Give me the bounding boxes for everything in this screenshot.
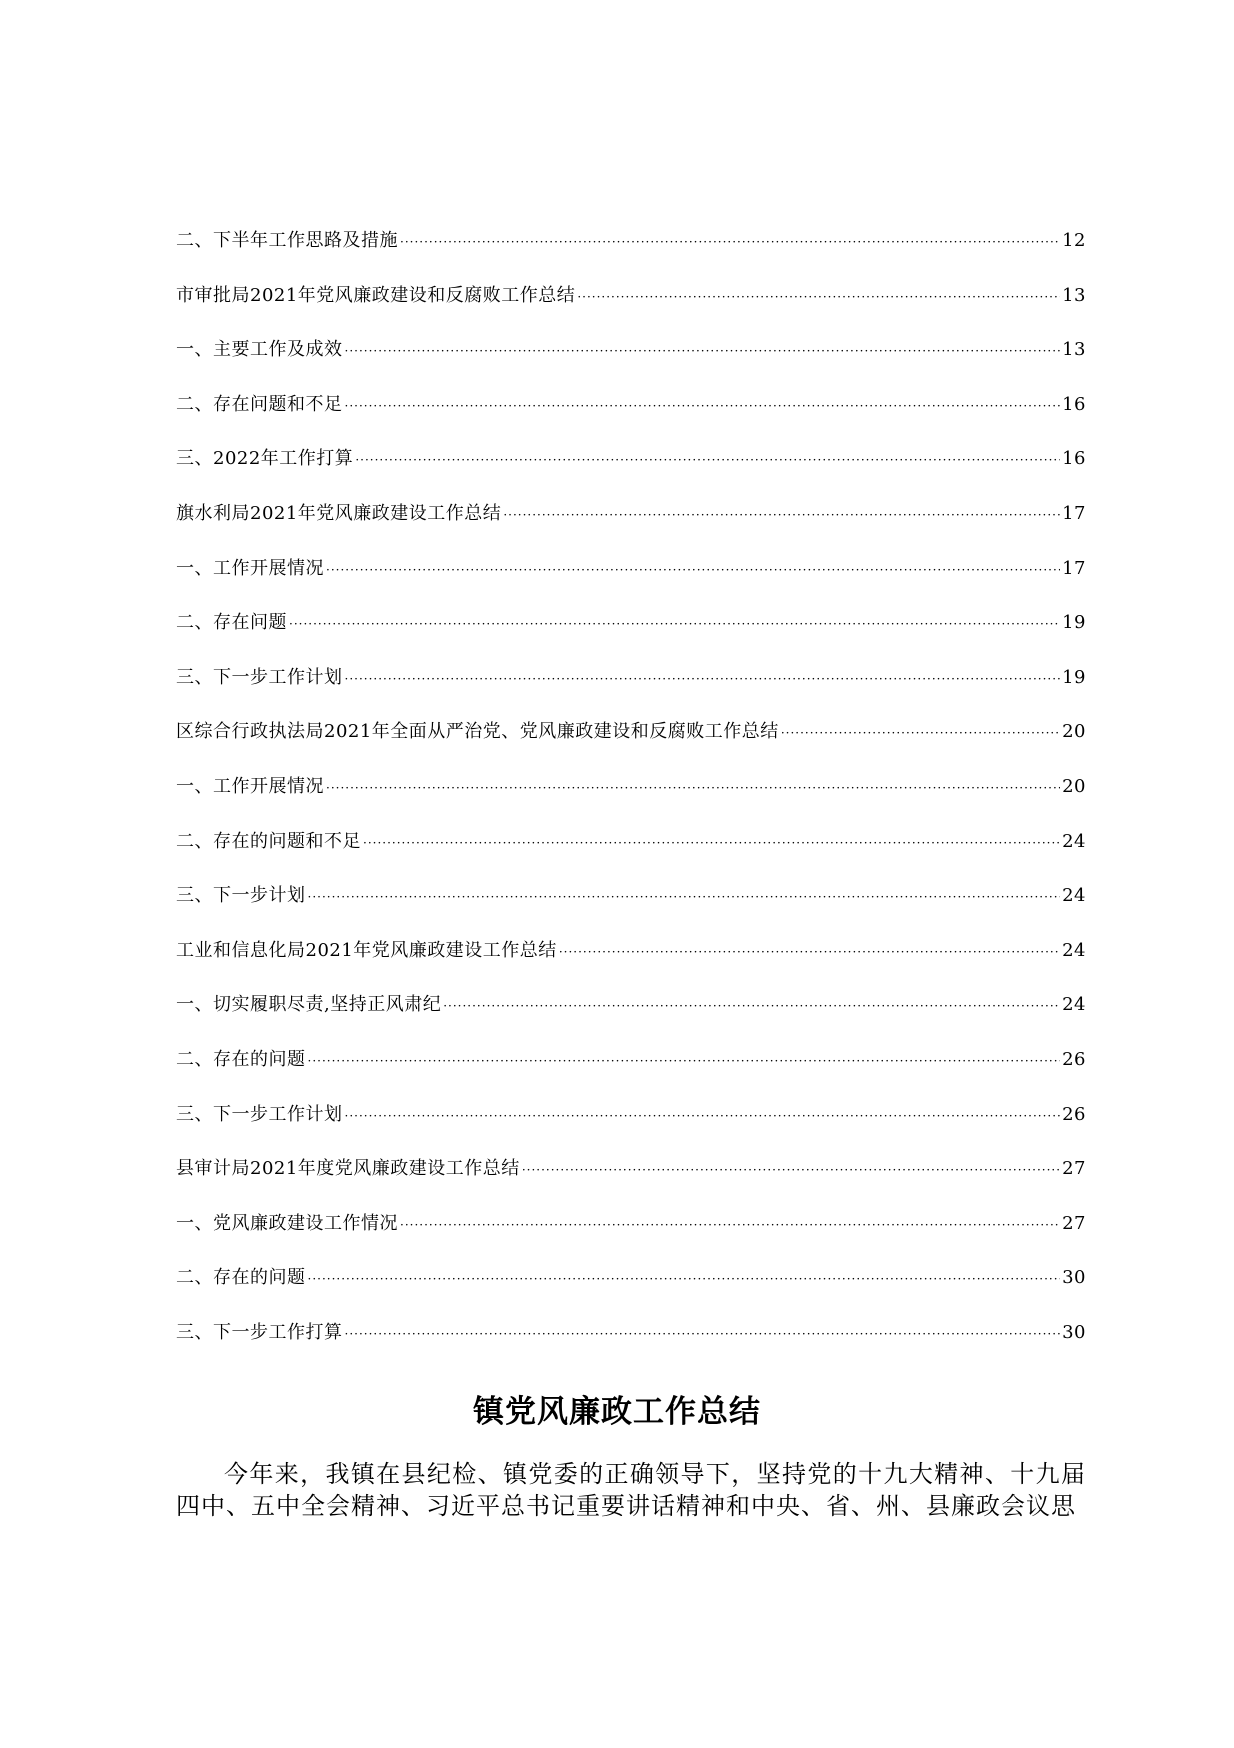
toc-dot-leader	[559, 940, 1060, 964]
toc-dot-leader	[308, 885, 1061, 909]
toc-dot-leader	[577, 285, 1060, 309]
toc-entry-title: 二、存在问题	[176, 612, 287, 634]
toc-entry-title: 二、存在的问题	[176, 1267, 306, 1289]
toc-dot-leader	[345, 1322, 1061, 1346]
toc-entry[interactable]	[176, 1266, 1086, 1321]
toc-dot-leader	[308, 1049, 1061, 1073]
toc-dot-leader	[443, 994, 1060, 1018]
toc-dot-leader	[503, 503, 1060, 527]
toc-entry-page: 17	[1062, 502, 1086, 524]
toc-entry-page: 24	[1062, 830, 1086, 852]
toc-entry[interactable]	[176, 1157, 1086, 1212]
toc-entry-page: 20	[1062, 721, 1086, 743]
toc-dot-leader	[522, 1158, 1060, 1182]
toc-entry-title: 三、下一步工作计划	[176, 1103, 343, 1125]
toc-dot-leader	[308, 1267, 1061, 1291]
toc-entry-page: 30	[1062, 1321, 1086, 1343]
toc-entry-title: 旗水利局2021年党风廉政建设工作总结	[176, 502, 502, 524]
toc-entry-page: 13	[1062, 284, 1086, 306]
toc-entry[interactable]	[176, 720, 1086, 775]
toc-entry-title: 二、存在问题和不足	[176, 393, 343, 415]
toc-entry-title: 三、2022年工作打算	[176, 448, 354, 470]
toc-entry[interactable]	[176, 1103, 1086, 1158]
toc-dot-leader	[326, 776, 1060, 800]
toc-entry-title: 工业和信息化局2021年党风廉政建设工作总结	[176, 939, 557, 961]
toc-entry[interactable]	[176, 229, 1086, 284]
toc-entry[interactable]	[176, 1321, 1086, 1376]
toc-entry-title: 一、切实履职尽责,坚持正风肃纪	[176, 994, 442, 1016]
toc-entry-page: 16	[1062, 448, 1086, 470]
toc-entry-title: 一、主要工作及成效	[176, 339, 343, 361]
toc-entry-title: 一、党风廉政建设工作情况	[176, 1212, 398, 1234]
toc-entry[interactable]	[176, 993, 1086, 1048]
toc-dot-leader	[400, 1213, 1060, 1237]
toc-dot-leader	[345, 1104, 1061, 1128]
toc-entry-page: 27	[1062, 1212, 1086, 1234]
toc-dot-leader	[326, 558, 1060, 582]
toc-entry[interactable]	[176, 284, 1086, 339]
toc-entry[interactable]	[176, 502, 1086, 557]
body-paragraph: 今年来，我镇在县纪检、镇党委的正确领导下，坚持党的十九大精神、十九届四中、五中全会精神、习近平总书记重要讲话精神和中央、省、州、县廉政会议思	[176, 1460, 1086, 1520]
toc-entry-page: 17	[1062, 557, 1086, 579]
toc-entry[interactable]	[176, 447, 1086, 502]
toc-entry[interactable]	[176, 666, 1086, 721]
toc-entry[interactable]	[176, 338, 1086, 393]
toc-entry-page: 26	[1062, 1103, 1086, 1125]
toc-entry-page: 24	[1062, 994, 1086, 1016]
toc-entry-page: 19	[1062, 666, 1086, 688]
toc-entry[interactable]	[176, 775, 1086, 830]
toc-entry-title: 县审计局2021年度党风廉政建设工作总结	[176, 1158, 520, 1180]
toc-dot-leader	[363, 831, 1060, 855]
toc-entry-page: 20	[1062, 775, 1086, 797]
toc-dot-leader	[400, 230, 1060, 254]
toc-entry-page: 26	[1062, 1048, 1086, 1070]
toc-entry-page: 24	[1062, 939, 1086, 961]
toc-entry[interactable]	[176, 884, 1086, 939]
toc-entry[interactable]	[176, 393, 1086, 448]
toc-dot-leader	[345, 339, 1061, 363]
toc-entry-title: 一、工作开展情况	[176, 775, 324, 797]
toc-entry[interactable]	[176, 557, 1086, 612]
toc-entry[interactable]	[176, 1048, 1086, 1103]
toc-entry-title: 二、下半年工作思路及措施	[176, 230, 398, 251]
toc-entry-page: 30	[1062, 1267, 1086, 1289]
toc-entry-page: 16	[1062, 393, 1086, 415]
toc-entry-page: 12	[1062, 230, 1086, 251]
toc-dot-leader	[355, 448, 1060, 472]
toc-entry-title: 三、下一步工作打算	[176, 1321, 343, 1343]
toc-entry-page: 27	[1062, 1158, 1086, 1180]
toc-dot-leader	[289, 612, 1060, 636]
toc-entry-title: 区综合行政执法局2021年全面从严治党、党风廉政建设和反腐败工作总结	[176, 721, 779, 743]
toc-entry-title: 三、下一步工作计划	[176, 666, 343, 688]
toc-entry-page: 24	[1062, 885, 1086, 907]
toc-entry-title: 市审批局2021年党风廉政建设和反腐败工作总结	[176, 284, 576, 306]
toc-entry[interactable]	[176, 1212, 1086, 1267]
toc-entry-title: 二、存在的问题	[176, 1048, 306, 1070]
toc-entry-title: 二、存在的问题和不足	[176, 830, 361, 852]
toc-entry[interactable]	[176, 611, 1086, 666]
toc-dot-leader	[345, 667, 1061, 691]
toc-entry[interactable]	[176, 939, 1086, 994]
toc-entry-page: 19	[1062, 612, 1086, 634]
toc-entry-title: 三、下一步计划	[176, 885, 306, 907]
toc-dot-leader	[781, 721, 1060, 745]
toc-entry-page: 13	[1062, 339, 1086, 361]
toc-entry[interactable]	[176, 830, 1086, 885]
toc-dot-leader	[345, 394, 1061, 418]
toc-entry-title: 一、工作开展情况	[176, 557, 324, 579]
table-of-contents	[176, 229, 1086, 1375]
document-title: 镇党风廉政工作总结	[473, 1394, 761, 1430]
